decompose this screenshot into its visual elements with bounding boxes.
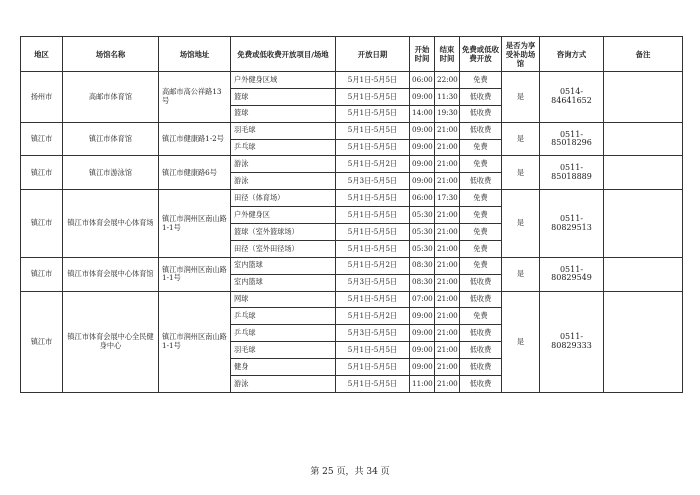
header-address: 场馆地址 [159, 37, 231, 72]
table-row [21, 72, 683, 89]
item-cell: 乒乓球 [231, 139, 336, 156]
item-cell: 羽毛球 [231, 122, 336, 139]
table-body [21, 72, 683, 393]
end-time-cell: 21:00 [435, 207, 460, 224]
header-subsidy: 是否为享受补助场馆 [502, 37, 540, 72]
venue-address-cell: 镇江市健康路1-2号 [159, 122, 231, 156]
start-time-cell: 06:00 [410, 190, 435, 207]
date-cell: 5月1日-5月5日 [336, 291, 410, 308]
item-cell: 游泳 [231, 156, 336, 173]
note-cell [604, 156, 683, 190]
start-time-cell: 07:00 [410, 291, 435, 308]
header-start: 开始时间 [410, 37, 435, 72]
end-time-cell: 21:00 [435, 274, 460, 291]
date-cell: 5月3日-5月5日 [336, 274, 410, 291]
table-row [21, 257, 683, 274]
fee-cell: 免费 [460, 308, 502, 325]
fee-cell: 免费 [460, 240, 502, 257]
start-time-cell: 09:00 [410, 156, 435, 173]
venue-name-cell: 镇江市体育会展中心体育馆 [63, 257, 159, 291]
contact-cell: 0514-84641652 [540, 72, 604, 123]
end-time-cell: 21:00 [435, 291, 460, 308]
date-cell: 5月1日-5月5日 [336, 88, 410, 105]
note-cell [604, 257, 683, 291]
item-cell: 户外健身区域 [231, 72, 336, 89]
table-row [21, 190, 683, 207]
fee-cell: 免费 [460, 139, 502, 156]
region-cell: 镇江市 [21, 156, 63, 190]
start-time-cell: 09:00 [410, 359, 435, 376]
date-cell: 5月1日-5月5日 [336, 122, 410, 139]
end-time-cell: 21:00 [435, 376, 460, 393]
subsidy-cell: 是 [502, 190, 540, 258]
venue-name-cell: 镇江市体育会展中心全民健身中心 [63, 291, 159, 392]
end-time-cell: 21:00 [435, 156, 460, 173]
date-cell: 5月3日-5月5日 [336, 325, 410, 342]
end-time-cell: 21:00 [435, 342, 460, 359]
start-time-cell: 05:30 [410, 207, 435, 224]
end-time-cell: 21:00 [435, 240, 460, 257]
fee-cell: 免费 [460, 156, 502, 173]
venue-address-cell: 高邮市高公祥路13号 [159, 72, 231, 123]
venue-address-cell: 镇江市健康路6号 [159, 156, 231, 190]
header-dates: 开放日期 [336, 37, 410, 72]
fee-cell: 低收费 [460, 274, 502, 291]
date-cell: 5月1日-5月2日 [336, 308, 410, 325]
fee-cell: 免费 [460, 207, 502, 224]
date-cell: 5月1日-5月5日 [336, 139, 410, 156]
venue-address-cell: 镇江市润州区南山路1-1号 [159, 257, 231, 291]
note-cell [604, 72, 683, 123]
item-cell: 乒乓球 [231, 325, 336, 342]
date-cell: 5月1日-5月5日 [336, 224, 410, 241]
fee-cell: 低收费 [460, 359, 502, 376]
header-region: 地区 [21, 37, 63, 72]
venue-name-cell: 高邮市体育馆 [63, 72, 159, 123]
item-cell: 羽毛球 [231, 342, 336, 359]
fee-cell: 低收费 [460, 325, 502, 342]
table-row [21, 122, 683, 139]
end-time-cell: 21:00 [435, 359, 460, 376]
start-time-cell: 08:30 [410, 274, 435, 291]
header-note: 备注 [604, 37, 683, 72]
item-cell: 网球 [231, 291, 336, 308]
subsidy-cell: 是 [502, 257, 540, 291]
fee-cell: 低收费 [460, 122, 502, 139]
region-cell: 扬州市 [21, 72, 63, 123]
fee-cell: 免费 [460, 257, 502, 274]
venue-name-cell: 镇江市体育馆 [63, 122, 159, 156]
end-time-cell: 17:30 [435, 190, 460, 207]
start-time-cell: 09:00 [410, 122, 435, 139]
item-cell: 田径（室外田径场） [231, 240, 336, 257]
fee-cell: 低收费 [460, 342, 502, 359]
fee-cell: 低收费 [460, 105, 502, 122]
date-cell: 5月1日-5月5日 [336, 240, 410, 257]
fee-cell: 低收费 [460, 173, 502, 190]
page-footer: 第 25 页，共 34 页 [310, 467, 390, 477]
note-cell [604, 122, 683, 156]
contact-cell: 0511-80829513 [540, 190, 604, 258]
end-time-cell: 21:00 [435, 308, 460, 325]
fee-cell: 低收费 [460, 88, 502, 105]
item-cell: 篮球 [231, 105, 336, 122]
end-time-cell: 21:00 [435, 257, 460, 274]
header-fee: 免费或低收费开放 [460, 37, 502, 72]
start-time-cell: 09:00 [410, 325, 435, 342]
note-cell [604, 190, 683, 258]
table-row [21, 156, 683, 173]
start-time-cell: 09:00 [410, 88, 435, 105]
venue-name-cell: 镇江市体育会展中心体育场 [63, 190, 159, 258]
item-cell: 篮球（室外篮球场） [231, 224, 336, 241]
item-cell: 游泳 [231, 376, 336, 393]
start-time-cell: 09:00 [410, 342, 435, 359]
end-time-cell: 21:00 [435, 122, 460, 139]
date-cell: 5月1日-5月5日 [336, 207, 410, 224]
header-items: 免费或低收费开放项目/场地 [231, 37, 336, 72]
end-time-cell: 21:00 [435, 224, 460, 241]
header-end: 结束时间 [435, 37, 460, 72]
venue-address-cell: 镇江市润州区南山路1-1号 [159, 190, 231, 258]
date-cell: 5月3日-5月5日 [336, 173, 410, 190]
start-time-cell: 09:00 [410, 308, 435, 325]
end-time-cell: 21:00 [435, 139, 460, 156]
start-time-cell: 11:00 [410, 376, 435, 393]
subsidy-cell: 是 [502, 122, 540, 156]
end-time-cell: 22:00 [435, 72, 460, 89]
venue-table [20, 36, 683, 393]
start-time-cell: 06:00 [410, 72, 435, 89]
end-time-cell: 11:30 [435, 88, 460, 105]
start-time-cell: 09:00 [410, 173, 435, 190]
date-cell: 5月1日-5月5日 [336, 72, 410, 89]
item-cell: 室内篮球 [231, 257, 336, 274]
region-cell: 镇江市 [21, 190, 63, 258]
item-cell: 乒乓球 [231, 308, 336, 325]
end-time-cell: 21:00 [435, 173, 460, 190]
venue-table-sheet [20, 36, 682, 393]
table-row [21, 291, 683, 308]
fee-cell: 免费 [460, 72, 502, 89]
contact-cell: 0511-85018889 [540, 156, 604, 190]
fee-cell: 低收费 [460, 376, 502, 393]
end-time-cell: 21:00 [435, 325, 460, 342]
header-contact: 咨询方式 [540, 37, 604, 72]
fee-cell: 免费 [460, 190, 502, 207]
contact-cell: 0511-85018296 [540, 122, 604, 156]
item-cell: 室内篮球 [231, 274, 336, 291]
item-cell: 游泳 [231, 173, 336, 190]
region-cell: 镇江市 [21, 122, 63, 156]
date-cell: 5月1日-5月5日 [336, 342, 410, 359]
item-cell: 田径（体育场） [231, 190, 336, 207]
date-cell: 5月1日-5月2日 [336, 257, 410, 274]
date-cell: 5月1日-5月5日 [336, 359, 410, 376]
header-venue: 场馆名称 [63, 37, 159, 72]
start-time-cell: 08:30 [410, 257, 435, 274]
item-cell: 户外健身区 [231, 207, 336, 224]
note-cell [604, 291, 683, 392]
subsidy-cell: 是 [502, 72, 540, 123]
date-cell: 5月1日-5月2日 [336, 156, 410, 173]
end-time-cell: 19:30 [435, 105, 460, 122]
region-cell: 镇江市 [21, 291, 63, 392]
contact-cell: 0511-80829333 [540, 291, 604, 392]
date-cell: 5月1日-5月5日 [336, 105, 410, 122]
date-cell: 5月1日-5月5日 [336, 190, 410, 207]
fee-cell: 低收费 [460, 291, 502, 308]
item-cell: 篮球 [231, 88, 336, 105]
contact-cell: 0511-80829549 [540, 257, 604, 291]
venue-name-cell: 镇江市游泳馆 [63, 156, 159, 190]
venue-address-cell: 镇江市润州区南山路1-1号 [159, 291, 231, 392]
fee-cell: 免费 [460, 224, 502, 241]
start-time-cell: 05:30 [410, 224, 435, 241]
subsidy-cell: 是 [502, 156, 540, 190]
subsidy-cell: 是 [502, 291, 540, 392]
item-cell: 健身 [231, 359, 336, 376]
start-time-cell: 14:00 [410, 105, 435, 122]
date-cell: 5月1日-5月5日 [336, 376, 410, 393]
start-time-cell: 09:00 [410, 139, 435, 156]
header-row [21, 37, 683, 72]
start-time-cell: 05:30 [410, 240, 435, 257]
region-cell: 镇江市 [21, 257, 63, 291]
